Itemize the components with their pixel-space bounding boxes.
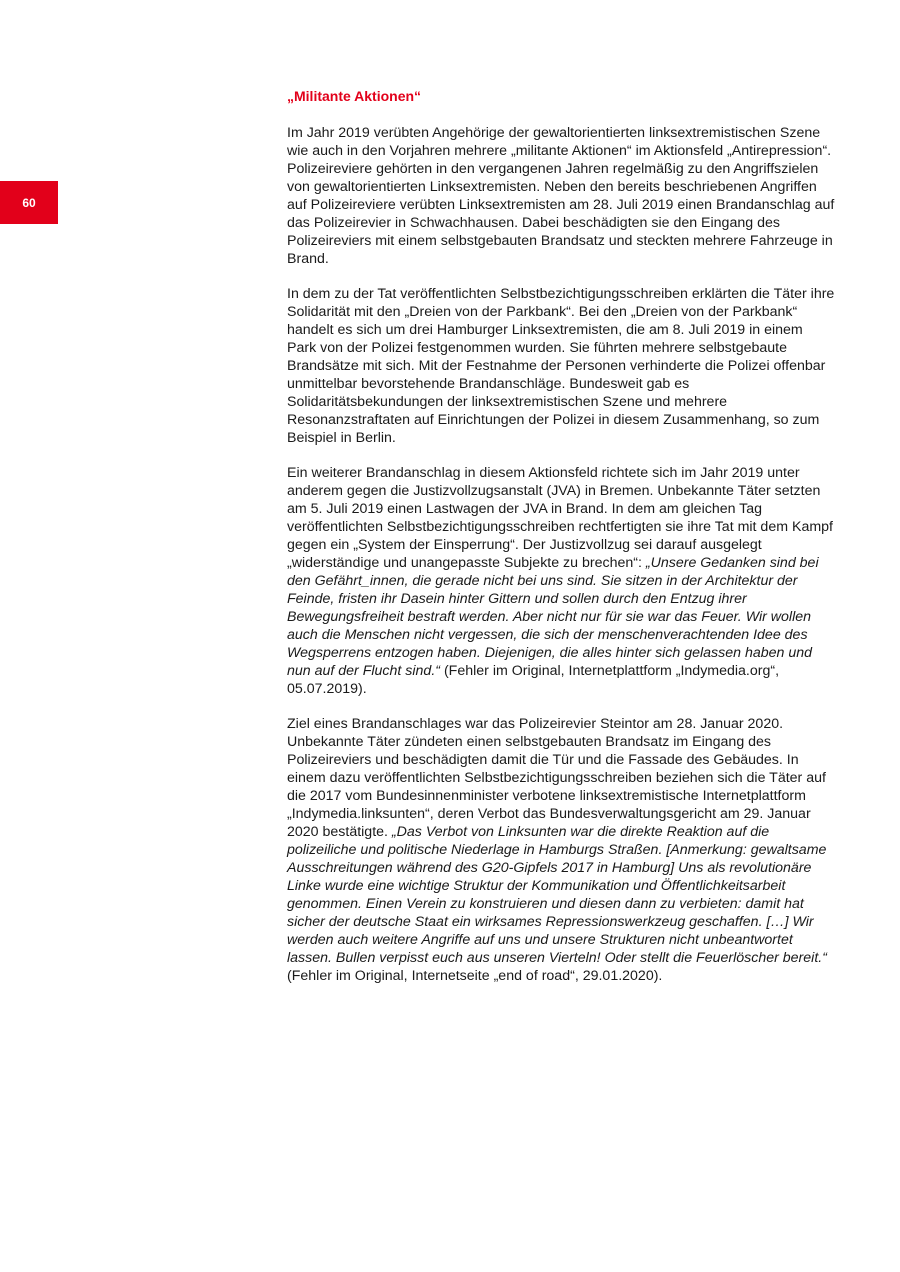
section-title: „Militante Aktionen“ [287,88,422,104]
main-content [287,87,839,1002]
page-number-tab [0,181,58,224]
paragraph-intro: Ein weiterer Brandanschlag in diesem Aktionsfeld richtete sich im Jahr 2019 unter anderem gegen die Justizvollzugsanstalt (JVA) in Bremen. Unbekannte Täter setzten am 5. Juli 2019 einen Lastwagen der JVA in Brand. In dem am gleichen Tag veröffentlichten Selbstbezichtigungsschreiben rechtfertigten sie ihre Tat mit dem Kampf gegen ein „System der Einsperrung“. Der Justizvollzug sei darauf ausgelegt „widerständige und unangepasste Subjekte zu brechen“: [287,465,837,571]
paragraph-intro: Ziel eines Brandanschlages war das Polizeirevier Steintor am 28. Januar 2020. Unbekannte Täter zündeten einen selbstgebauten Brandsatz im Eingang des Polizeireviers und beschädigten damit die Tür und die Fassade des Gebäudes. In einem dazu veröffentlichten Selbstbezichtigungsschreiben beziehen sich die Täter auf die 2017 vom Bundesinnenminister verbotene linksextremistische Internetplattform „Indymedia.linksunten“, deren Verbot das Bundesverwaltungsgericht am 29. Januar 2020 bestätigte. [287,716,830,840]
paragraph-2 [287,285,839,447]
paragraph-3 [287,464,835,698]
paragraph-text: In dem zu der Tat veröffentlichten Selbstbezichtigungsschreiben erklärten die Täter ihre Solidarität mit den „Dreien von der Parkbank“. Bei den „Dreien von der Parkbank“ handelt es sich um drei Hamburger Linksextremisten, die am 8. Juli 2019 in einem Park von der Polizei festgenommen wurden. Sie führten mehrere selbstgebaute Brandsätze mit sich. Mit der Festnahme der Personen verhinderte die Polizei offenbar unmittelbar bevorstehende Brandanschläge. Bundesweit gab es Solidaritätsbekundungen der linksextremistischen Szene und mehrere Resonanzstraftaten auf Einrichtungen der Polizei in diesem Zusammenhang, so zum Beispiel in Berlin. [287,286,839,446]
paragraph-text: Im Jahr 2019 verübten Angehörige der gewaltorientierten linksextremistischen Szene wie auch in den Vorjahren mehrere „militante Aktionen“ im Aktionsfeld „Antirepression“. Polizeireviere gehörten in den vergangenen Jahren regelmäßig zu den Angriffszielen von gewaltorientierten Linksextremisten. Neben den bereits beschriebenen Angriffen auf Polizeireviere verübten Linksextremisten am 28. Juli 2019 einen Brandanschlag auf das Polizeirevier in Schwachhausen. Dabei beschädigten sie den Eingang des Polizeireviers mit einem selbstgebauten Brandsatz und steckten mehrere Fahrzeuge in Brand. [287,125,839,267]
quote-source: (Fehler im Original, Internetplattform „Indymedia.org“, 05.07.2019). [287,663,783,697]
page-number: 60 [22,195,36,210]
quote-text: „Das Verbot von Linksunten war die direkte Reaktion auf die polizeiliche und politische Niederlage in Hamburgs Straßen. [Anmerkung: gewaltsame Ausschreitungen während des G20-Gipfels 2017 in Hamburg] Uns als revolutionäre Linke wurde eine wichtige Struktur der Kommunikation und Öffentlichkeitsarbeit genommen. Einen Verein zu konstruieren und diesen dann zu verbieten: damit hat sicher der deutsche Staat ein wirksames Repressionswerkzeug geschaffen. […] Wir werden auch weitere Angriffe auf uns und unsere Strukturen nicht unbeantwortet lassen. Bullen verpisst euch aus unseren Vierteln! Oder stellt die Feuerlöscher bereit.“ [287,824,830,966]
quote-source: (Fehler im Original, Internetseite „end of road“, 29.01.2020). [287,950,831,984]
paragraph-4 [287,715,835,985]
quote-text: „Unsere Gedanken sind bei den Gefährt_innen, die gerade nicht bei uns sind. Sie sitzen in der Architektur der Feinde, fristen ihr Dasein hinter Gittern und sollen durch den Entzug ihrer Bewegungsfreiheit bestraft werden. Aber nicht nur für sie war das Feuer. Wir wollen auch die Menschen nicht vergessen, die sich der menschenverachtenden Idee des Wegsperrens entzogen haben. Diejenigen, die alles hinter sich gelassen haben und nun auf der Flucht sind.“ [287,555,823,679]
paragraph-1 [287,124,839,268]
